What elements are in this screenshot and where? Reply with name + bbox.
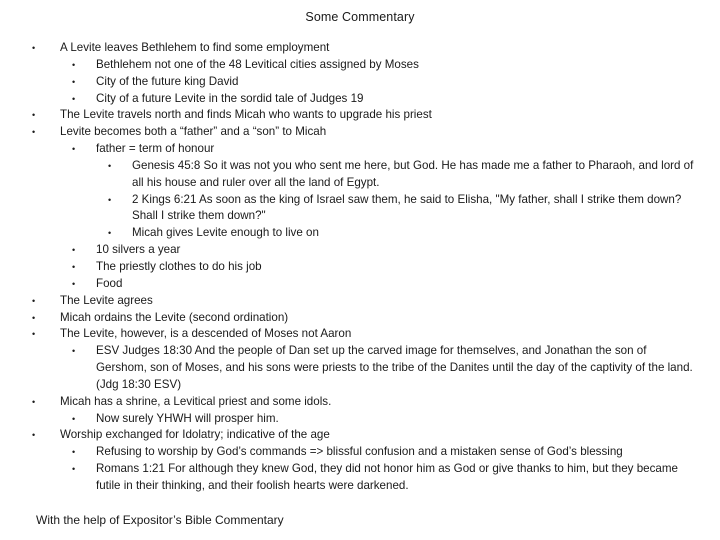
bullet-text: City of the future king David xyxy=(96,74,239,88)
bullet-item-level-2 xyxy=(32,444,700,461)
bullet-item-level-2 xyxy=(32,57,700,74)
bullet-marker: • xyxy=(72,245,76,256)
bullet-text: Levite becomes both a “father” and a “son” to Micah xyxy=(60,125,327,139)
bullet-item-level-1 xyxy=(32,293,700,310)
bullet-marker: • xyxy=(72,346,76,357)
bullet-marker: • xyxy=(108,160,112,171)
bullet-marker: • xyxy=(108,194,112,205)
bullet-item-level-3 xyxy=(32,225,700,242)
bullet-text: A Levite leaves Bethlehem to find some employment xyxy=(60,41,330,54)
bullet-marker: • xyxy=(72,59,76,70)
bullet-text: father = term of honour xyxy=(96,142,215,156)
bullet-item-level-2 xyxy=(32,343,700,394)
bullet-text: 2 Kings 6:21 As soon as the king of Israel saw them, he said to Elisha, "My father, shall I strike them down? Shall I strike them down?" xyxy=(132,192,682,223)
bullet-item-level-1 xyxy=(32,427,700,444)
bullet-marker: • xyxy=(32,312,36,323)
bullet-item-level-1 xyxy=(32,310,700,327)
bullet-item-level-2 xyxy=(32,276,700,293)
bullet-text: The Levite agrees xyxy=(60,293,153,307)
bullet-marker: • xyxy=(72,93,76,104)
bullet-text: The Levite, however, is a descended of Moses not Aaron xyxy=(60,327,352,341)
bullet-text: Bethlehem not one of the 48 Levitical cities assigned by Moses xyxy=(96,57,419,71)
bullet-text: Genesis 45:8 So it was not you who sent me here, but God. He has made me a father to Pharaoh, and lord of all his house and ruler over all the land of Egypt. xyxy=(132,158,694,189)
bullet-text: Micah ordains the Levite (second ordination) xyxy=(60,310,289,324)
bullet-text: Food xyxy=(96,276,123,290)
bullet-item-level-1 xyxy=(32,107,700,124)
bullet-marker: • xyxy=(72,464,76,475)
bullet-item-level-3 xyxy=(32,192,700,226)
bullet-marker: • xyxy=(32,127,36,138)
bullet-text: 10 silvers a year xyxy=(96,243,181,257)
bullet-marker: • xyxy=(32,295,36,306)
bullet-marker: • xyxy=(72,413,76,424)
bullet-text: Micah gives Levite enough to live on xyxy=(132,226,319,240)
bullet-item-level-3 xyxy=(32,158,700,192)
bullet-marker: • xyxy=(32,396,36,407)
bullet-text: Refusing to worship by God’s commands => blissful confusion and a mistaken sense of God’s blessing xyxy=(96,445,623,459)
bullet-item-level-2 xyxy=(32,242,700,259)
footer-credit: With the help of Expositor’s Bible Commentary xyxy=(36,513,284,527)
bullet-text: Micah has a shrine, a Levitical priest and some idols. xyxy=(60,394,332,408)
bullet-marker: • xyxy=(32,430,36,441)
bullet-marker: • xyxy=(32,43,36,53)
bullet-text: Worship exchanged for Idolatry; indicative of the age xyxy=(60,428,330,442)
bullet-item-level-1 xyxy=(32,326,700,343)
bullet-item-level-1 xyxy=(32,124,700,141)
bullet-item-level-2 xyxy=(32,411,700,428)
bullet-text: The Levite travels north and finds Micah who wants to upgrade his priest xyxy=(60,108,432,122)
commentary-outline xyxy=(32,40,700,495)
bullet-item-level-2 xyxy=(32,141,700,158)
bullet-marker: • xyxy=(108,228,112,239)
bullet-item-level-1 xyxy=(32,394,700,411)
bullet-marker: • xyxy=(72,278,76,289)
bullet-marker: • xyxy=(72,261,76,272)
slide-title: Some Commentary xyxy=(305,10,415,24)
bullet-text: Romans 1:21 For although they knew God, they did not honor him as God or give thanks to him, but they became futile in their thinking, and their foolish hearts were darkened. xyxy=(96,462,678,492)
bullet-text: Now surely YHWH will prosper him. xyxy=(96,411,279,425)
bullet-marker: • xyxy=(32,110,36,121)
bullet-item-level-2 xyxy=(32,461,700,495)
bullet-item-level-2 xyxy=(32,91,700,108)
bullet-item-level-1 xyxy=(32,40,700,57)
bullet-marker: • xyxy=(72,76,76,87)
bullet-item-level-2 xyxy=(32,259,700,276)
bullet-text: The priestly clothes to do his job xyxy=(96,259,262,273)
bullet-marker: • xyxy=(72,144,76,155)
bullet-text: ESV Judges 18:30 And the people of Dan set up the carved image for themselves, and Jonathan the son of Gershom, son of Moses, and his sons were priests to the tribe of the Danites until the day of the captivity of the land. (Jdg 18:30 ESV) xyxy=(96,344,693,391)
bullet-text: City of a future Levite in the sordid tale of Judges 19 xyxy=(96,91,364,105)
bullet-item-level-2 xyxy=(32,74,700,91)
bullet-marker: • xyxy=(32,329,36,340)
bullet-marker: • xyxy=(72,447,76,458)
